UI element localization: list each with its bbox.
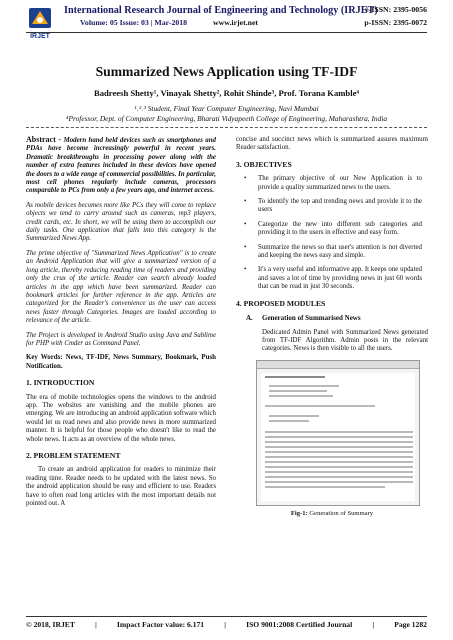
abstract-text: Modern hand held devices such as smartphones and PDAs have become increasingly powerful in recent years. Dramatic breakthroughs in processing power along with the number of extra features included in these devices have opened the doors to a wide range of commercial possibilities. In particular, most cell phones regularly include cameras, processors comparable to PCs from only a few years ago, and internet access.: [26, 137, 216, 195]
figure-caption-text: Generation of Summary: [309, 509, 374, 517]
figure-content: [261, 373, 415, 501]
figure-line: [269, 415, 319, 417]
figure-line: [265, 476, 413, 478]
figure-line: [265, 431, 413, 433]
subsection-title: Generation of Summarised News: [262, 314, 361, 323]
abstract: [26, 136, 216, 196]
figure-line: [265, 441, 413, 443]
section-problem-heading: 2. PROBLEM STATEMENT: [26, 451, 121, 460]
footer-impact-factor: Impact Factor value: 6.171: [116, 620, 205, 629]
footer-page-number: Page 1282: [394, 620, 427, 629]
figure-line: [265, 456, 413, 458]
footer-separator: |: [372, 620, 375, 629]
page-footer: [26, 620, 427, 629]
paper-title: Summarized News Application using TF-IDF: [95, 64, 358, 79]
header-rule: [26, 32, 427, 33]
left-column: [26, 136, 216, 514]
problem-statement-text: To create an android application for readers to minimize their reading time. Reader needs to be updated with the latest news. So the android application should be easy and efficient to use. Readers have to often read long articles with the most important details not pointed out. A: [26, 466, 216, 508]
title-separator: [26, 127, 427, 128]
figure-line: [265, 486, 385, 488]
e-issn: e-ISSN: 2395-0056: [365, 5, 427, 14]
p-issn: p-ISSN: 2395-0072: [364, 18, 427, 27]
keywords: Key Words: News, TF-IDF, News Summary, Bookmark, Push Notification.: [26, 354, 216, 370]
objectives-list: [236, 175, 428, 291]
irjet-logo: [26, 6, 54, 42]
problem-statement-continued: concise and succinct news which is summarized assures maximum Reader satisfaction.: [236, 136, 428, 152]
list-item: • It's a very useful and informative app. It keeps one updated and saves a lot of time by providing news in just 60 words that can be read in just 30 seconds.: [236, 266, 428, 291]
figure-line: [265, 446, 413, 448]
footer-separator: |: [95, 620, 97, 629]
footer-iso: ISO 9001:2008 Certified Journal: [246, 620, 353, 629]
volume-issue: Volume: 05 Issue: 03 | Mar-2018: [80, 18, 188, 27]
figure-line: [265, 471, 413, 473]
list-item: • Summarize the news so that user's attention is not diverted and keeping the news easy and simple.: [236, 244, 428, 261]
figure-line: [265, 451, 413, 453]
figure-line: [265, 466, 413, 468]
list-item: • To identify the top and trending news and provide it to the users: [236, 198, 428, 215]
abstract-paragraph-3: The prime objective of "Summarized News Application" is to create an Android Application that will give a summarized version of a long article, thereby reducing reading time of readers and providing only the crux of the article. Reader can search already loaded articles in the app which have been summarized. Reader can bookmark articles for further reference in the app. Articles are categorized for the Reader's convenience as the user can access news faster through Categories. Images are loaded according to relevance of the article.: [26, 249, 216, 325]
svg-text:IRJET: IRJET: [30, 33, 50, 40]
figure-line: [265, 376, 325, 378]
figure-line: [265, 461, 413, 463]
figure-line: [265, 436, 413, 438]
abstract-paragraph-4: The Project is developed in Android Studio using Java and Sublime for PHP with Cmder as Command Panel.: [26, 331, 216, 347]
footer-copyright: © 2018, IRJET: [26, 620, 75, 629]
section-introduction-heading: 1. INTRODUCTION: [26, 378, 95, 388]
journal-title: International Research Journal of Engineering and Technology (IRJET): [64, 5, 378, 16]
figure-line: [265, 481, 413, 483]
subsection-a-heading: [246, 314, 428, 322]
figure-label: Fig-1:: [290, 509, 310, 517]
affiliation-students: ¹˒²˒³ Student, Final Year Computer Engineering, Navi Mumbai: [134, 104, 319, 113]
paper-authors: Badreesh Shetty¹, Vinayak Shetty², Rohit Shinde³, Prof. Torana Kamble⁴: [94, 88, 359, 98]
list-item: • The primary objective of our New Application is to provide a quality summarized news to the users.: [236, 175, 428, 192]
figure-line: [269, 390, 327, 392]
right-column: [236, 136, 428, 518]
footer-rule: [26, 616, 427, 617]
figure-line: [269, 395, 333, 397]
figure-screenshot: [256, 360, 420, 506]
figure-line: [269, 420, 309, 422]
subsection-letter: A.: [246, 314, 253, 323]
journal-website: www.irjet.net: [213, 18, 259, 27]
affiliation-professor: ⁴Professor, Dept. of Computer Engineering, Bharati Vidyapeeth College of Engineering, Maharashtra, India: [65, 114, 388, 123]
figure-line: [265, 405, 375, 407]
section-modules-heading: 4. PROPOSED MODULES: [236, 298, 326, 308]
journal-header: [0, 0, 453, 46]
footer-separator: |: [224, 620, 226, 629]
subsection-a-text: Dedicated Admin Panel with Summarized News generated from TF-IDF Algorithm. Admin posts in the relevant categories. News is then visible to all the users.: [262, 328, 428, 353]
figure-caption: [236, 510, 428, 518]
figure-line: [269, 385, 339, 387]
introduction-text: The era of mobile technologies opens the windows to the android app. The websites are vanishing and the mobile phones are emerging. We are introducing an android application software which would let us read news and also provide news in more summarized manner. It is helpful for those people who doesn't like to read the whole news. It acts as an overview of the whole news.: [26, 393, 216, 443]
section-objectives-heading: 3. OBJECTIVES: [236, 159, 292, 169]
abstract-paragraph-2: As mobile devices becomes more like PCs they will come to replace objects we tend to carry around such as cameras, mp3 players, credit cards, etc. In short, we will be using them to accomplish our daily tasks. One application that falls into this category is the Summarized News App.: [26, 201, 216, 243]
figure-window-bar: [257, 361, 419, 369]
abstract-label: Abstract -: [26, 135, 64, 144]
list-item: • Categorize the new into different sub categories and providing it to the users in effective and easy form.: [236, 221, 428, 238]
